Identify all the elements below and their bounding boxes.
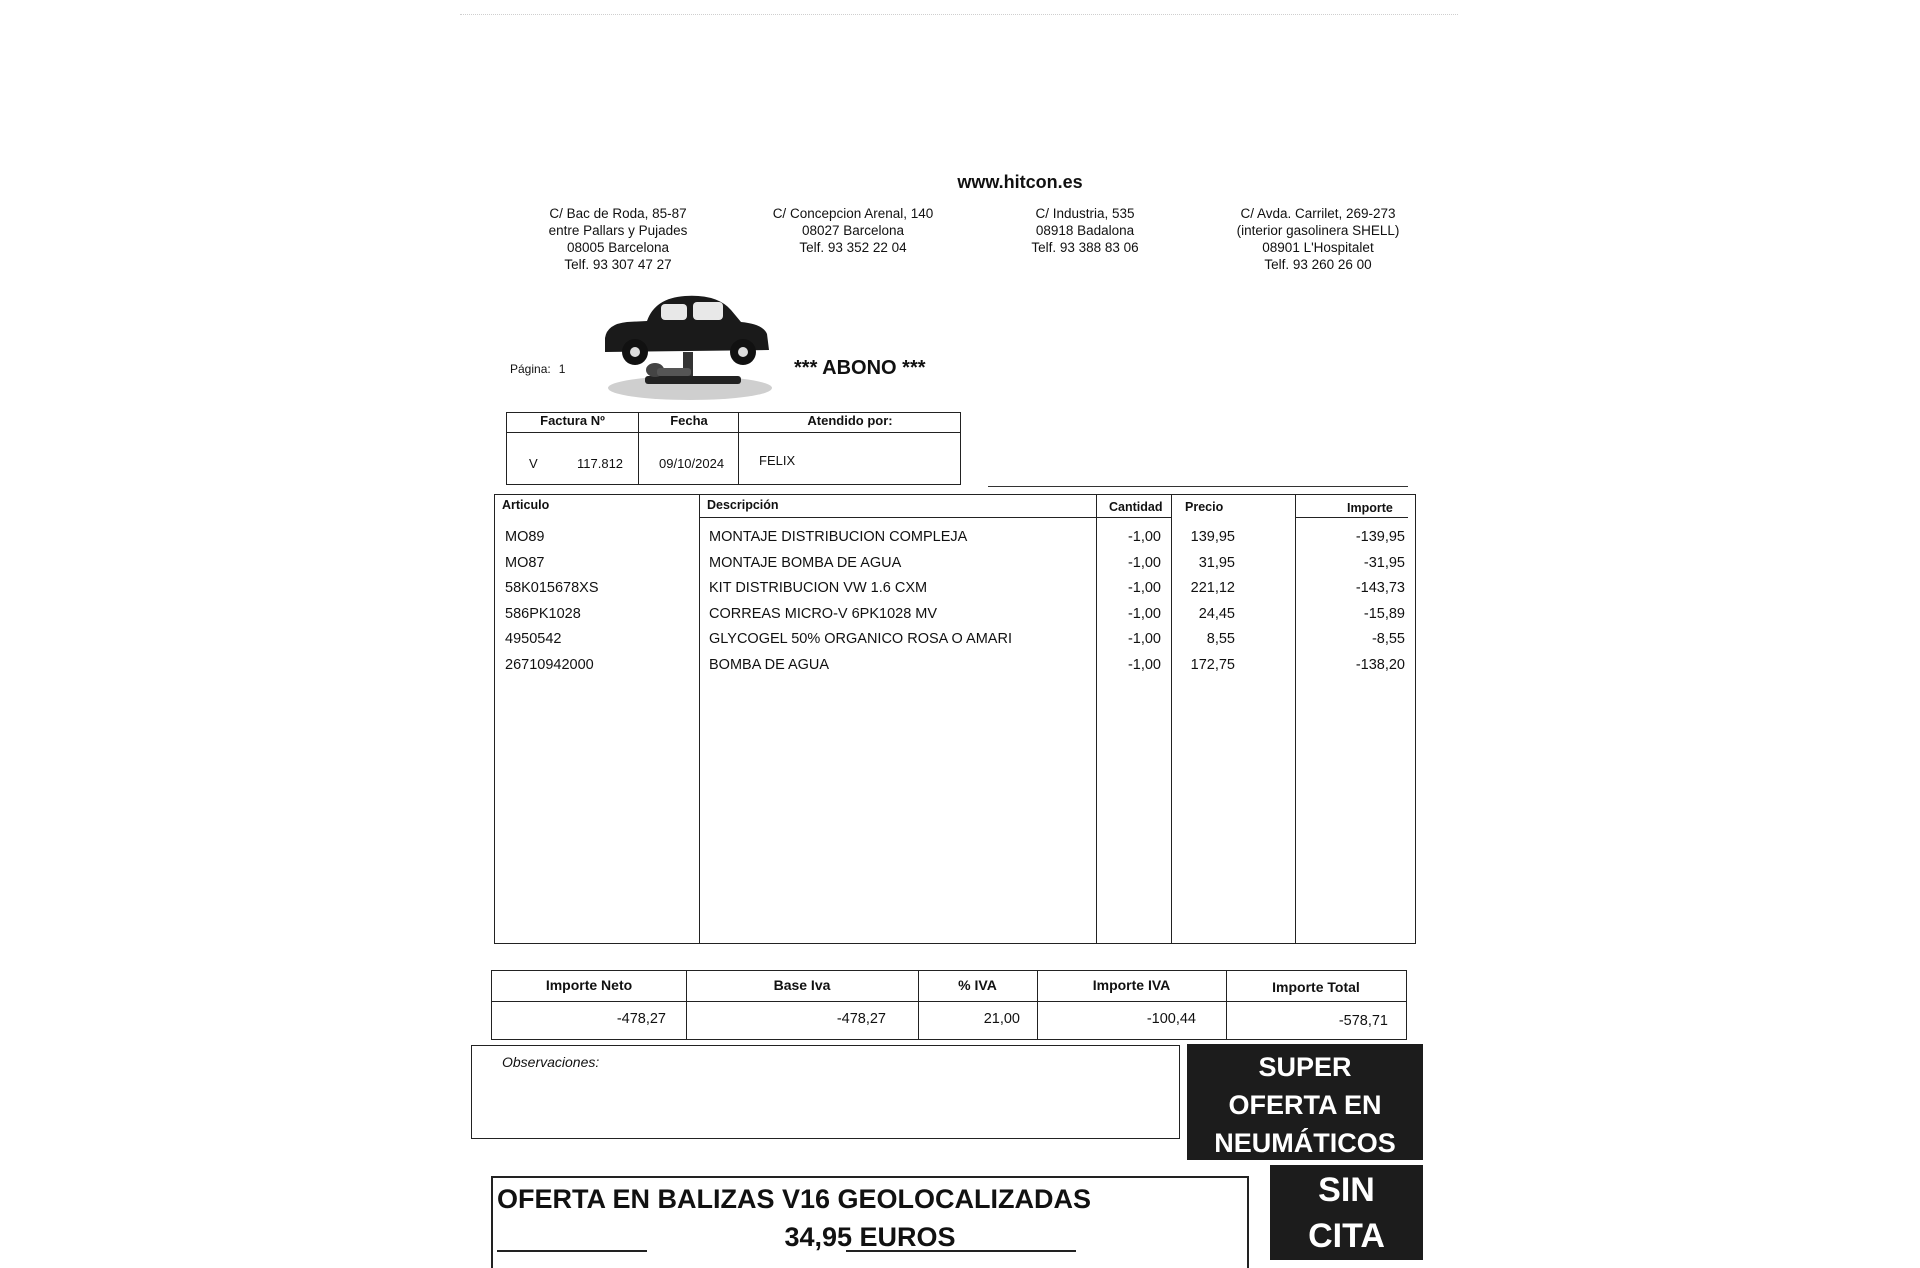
cell-importe: -139,95 — [1355, 529, 1405, 545]
table-row — [495, 578, 1415, 604]
cell-articulo: MO87 — [505, 554, 545, 571]
fecha-label: Fecha — [670, 413, 708, 428]
car-logo-icon — [595, 288, 785, 403]
cell-descripcion: BOMBA DE AGUA — [709, 656, 830, 673]
page-label: Página: — [510, 362, 551, 376]
promo-line: SIN — [1318, 1171, 1375, 1209]
totals-divider — [492, 1001, 1406, 1002]
pct-iva-label: % IVA — [958, 977, 997, 993]
base-iva-label: Base Iva — [773, 977, 831, 993]
address-line: 08901 L'Hospitalet — [1262, 240, 1374, 255]
invoice-series: V — [529, 456, 538, 471]
address-line: (interior gasolinera SHELL) — [1236, 223, 1400, 238]
totals-table — [491, 970, 1407, 1040]
price-underline-right — [846, 1250, 1076, 1252]
address-line: Telf. 93 352 22 04 — [799, 240, 907, 255]
cell-articulo: MO89 — [505, 529, 545, 545]
cell-precio: 24,45 — [1198, 605, 1235, 622]
page-value: 1 — [558, 362, 566, 376]
cell-articulo: 4950542 — [505, 631, 562, 648]
header-underline — [1097, 517, 1171, 518]
address-line: Telf. 93 388 83 06 — [1031, 240, 1139, 255]
address-line: 08027 Barcelona — [801, 223, 905, 238]
cell-importe: -8,55 — [1371, 631, 1405, 648]
cell-cantidad: -1,00 — [1127, 529, 1161, 545]
promo-line: CITA — [1308, 1217, 1385, 1255]
document-type-title: *** ABONO *** — [794, 357, 926, 379]
base-iva-value: -478,27 — [836, 1011, 886, 1027]
balizas-offer-box — [491, 1176, 1249, 1268]
top-dotted-line — [460, 14, 1458, 15]
balizas-title: OFERTA EN BALIZAS V16 GEOLOCALIZADAS — [497, 1184, 1092, 1214]
importe-iva-label: Importe IVA — [1092, 977, 1171, 993]
promo-line: OFERTA EN — [1228, 1090, 1382, 1120]
cell-cantidad: -1,00 — [1127, 656, 1161, 673]
importe-total-label: Importe Total — [1272, 979, 1360, 995]
cell-importe: -31,95 — [1363, 554, 1405, 571]
address-line: C/ Industria, 535 — [1035, 206, 1135, 221]
table-row — [495, 604, 1415, 630]
items-rows — [495, 527, 1415, 681]
address-carrilet — [1203, 205, 1433, 273]
attended-by: FELIX — [759, 453, 796, 468]
column-header-descripcion: Descripción — [707, 498, 779, 512]
cell-descripcion: CORREAS MICRO-V 6PK1028 MV — [709, 605, 938, 622]
importe-iva-value: -100,44 — [1146, 1011, 1196, 1027]
items-table — [494, 494, 1416, 944]
address-line: Telf. 93 260 26 00 — [1264, 257, 1372, 272]
column-header-articulo: Articulo — [502, 498, 550, 512]
cell-importe: -15,89 — [1363, 605, 1405, 622]
importe-total-value: -578,71 — [1338, 1013, 1388, 1029]
header-underline — [1296, 517, 1408, 518]
invoice-date: 09/10/2024 — [659, 456, 725, 471]
address-line: 08005 Barcelona — [566, 240, 670, 255]
cell-precio: 8,55 — [1206, 631, 1235, 648]
cell-precio: 31,95 — [1198, 554, 1235, 571]
cell-precio: 221,12 — [1190, 580, 1235, 597]
address-line: Telf. 93 307 47 27 — [564, 257, 672, 272]
column-header-precio: Precio — [1185, 500, 1224, 514]
balizas-price: 34,95 EUROS — [784, 1222, 956, 1252]
address-line: C/ Bac de Roda, 85-87 — [549, 206, 687, 221]
header-underline — [700, 517, 1096, 518]
promo-sin-cita-banner — [1270, 1165, 1423, 1260]
column-header-cantidad: Cantidad — [1109, 500, 1163, 514]
cell-descripcion: MONTAJE BOMBA DE AGUA — [709, 554, 902, 571]
table-row — [495, 629, 1415, 655]
observaciones-box — [471, 1045, 1180, 1139]
address-line: entre Pallars y Pujades — [548, 223, 688, 238]
cell-descripcion: KIT DISTRIBUCION VW 1.6 CXM — [709, 580, 928, 597]
promo-neumaticos-banner — [1187, 1044, 1423, 1160]
invoice-header-box — [506, 412, 961, 485]
table-row — [495, 655, 1415, 681]
page-number — [510, 362, 565, 376]
pct-iva-value: 21,00 — [983, 1011, 1020, 1027]
cell-cantidad: -1,00 — [1127, 605, 1161, 622]
factura-label: Factura Nº — [540, 413, 605, 428]
importe-neto-label: Importe Neto — [545, 977, 633, 993]
promo-line: NEUMÁTICOS — [1214, 1128, 1396, 1158]
address-industria — [970, 205, 1200, 256]
cell-importe: -143,73 — [1355, 580, 1405, 597]
header-divider — [507, 432, 960, 433]
cell-articulo: 26710942000 — [505, 656, 594, 673]
cell-descripcion: MONTAJE DISTRIBUCION COMPLEJA — [709, 529, 968, 545]
promo-line: SUPER — [1258, 1052, 1352, 1082]
divider-line — [988, 486, 1408, 487]
cell-cantidad: -1,00 — [1127, 631, 1161, 648]
column-header-importe: Importe — [1347, 501, 1393, 515]
table-row — [495, 553, 1415, 579]
address-line: C/ Concepcion Arenal, 140 — [772, 206, 934, 221]
address-line: C/ Avda. Carrilet, 269-273 — [1240, 206, 1396, 221]
website-url: www.hitcon.es — [957, 172, 1083, 192]
cell-cantidad: -1,00 — [1127, 580, 1161, 597]
cell-precio: 139,95 — [1190, 529, 1235, 545]
atendido-label: Atendido por: — [807, 413, 893, 428]
observaciones-label: Observaciones: — [502, 1054, 600, 1070]
cell-articulo: 586PK1028 — [505, 605, 581, 622]
address-line: 08918 Badalona — [1035, 223, 1135, 238]
price-underline-left — [497, 1250, 647, 1252]
address-concepcion-arenal — [738, 205, 968, 256]
invoice-number: 117.812 — [577, 456, 624, 471]
address-bac-de-roda — [503, 205, 733, 273]
cell-cantidad: -1,00 — [1127, 554, 1161, 571]
table-row — [495, 527, 1415, 553]
cell-descripcion: GLYCOGEL 50% ORGANICO ROSA O AMARI — [709, 631, 1012, 648]
cell-importe: -138,20 — [1355, 656, 1405, 673]
cell-articulo: 58K015678XS — [505, 580, 599, 597]
importe-neto-value: -478,27 — [616, 1011, 666, 1027]
cell-precio: 172,75 — [1190, 656, 1235, 673]
